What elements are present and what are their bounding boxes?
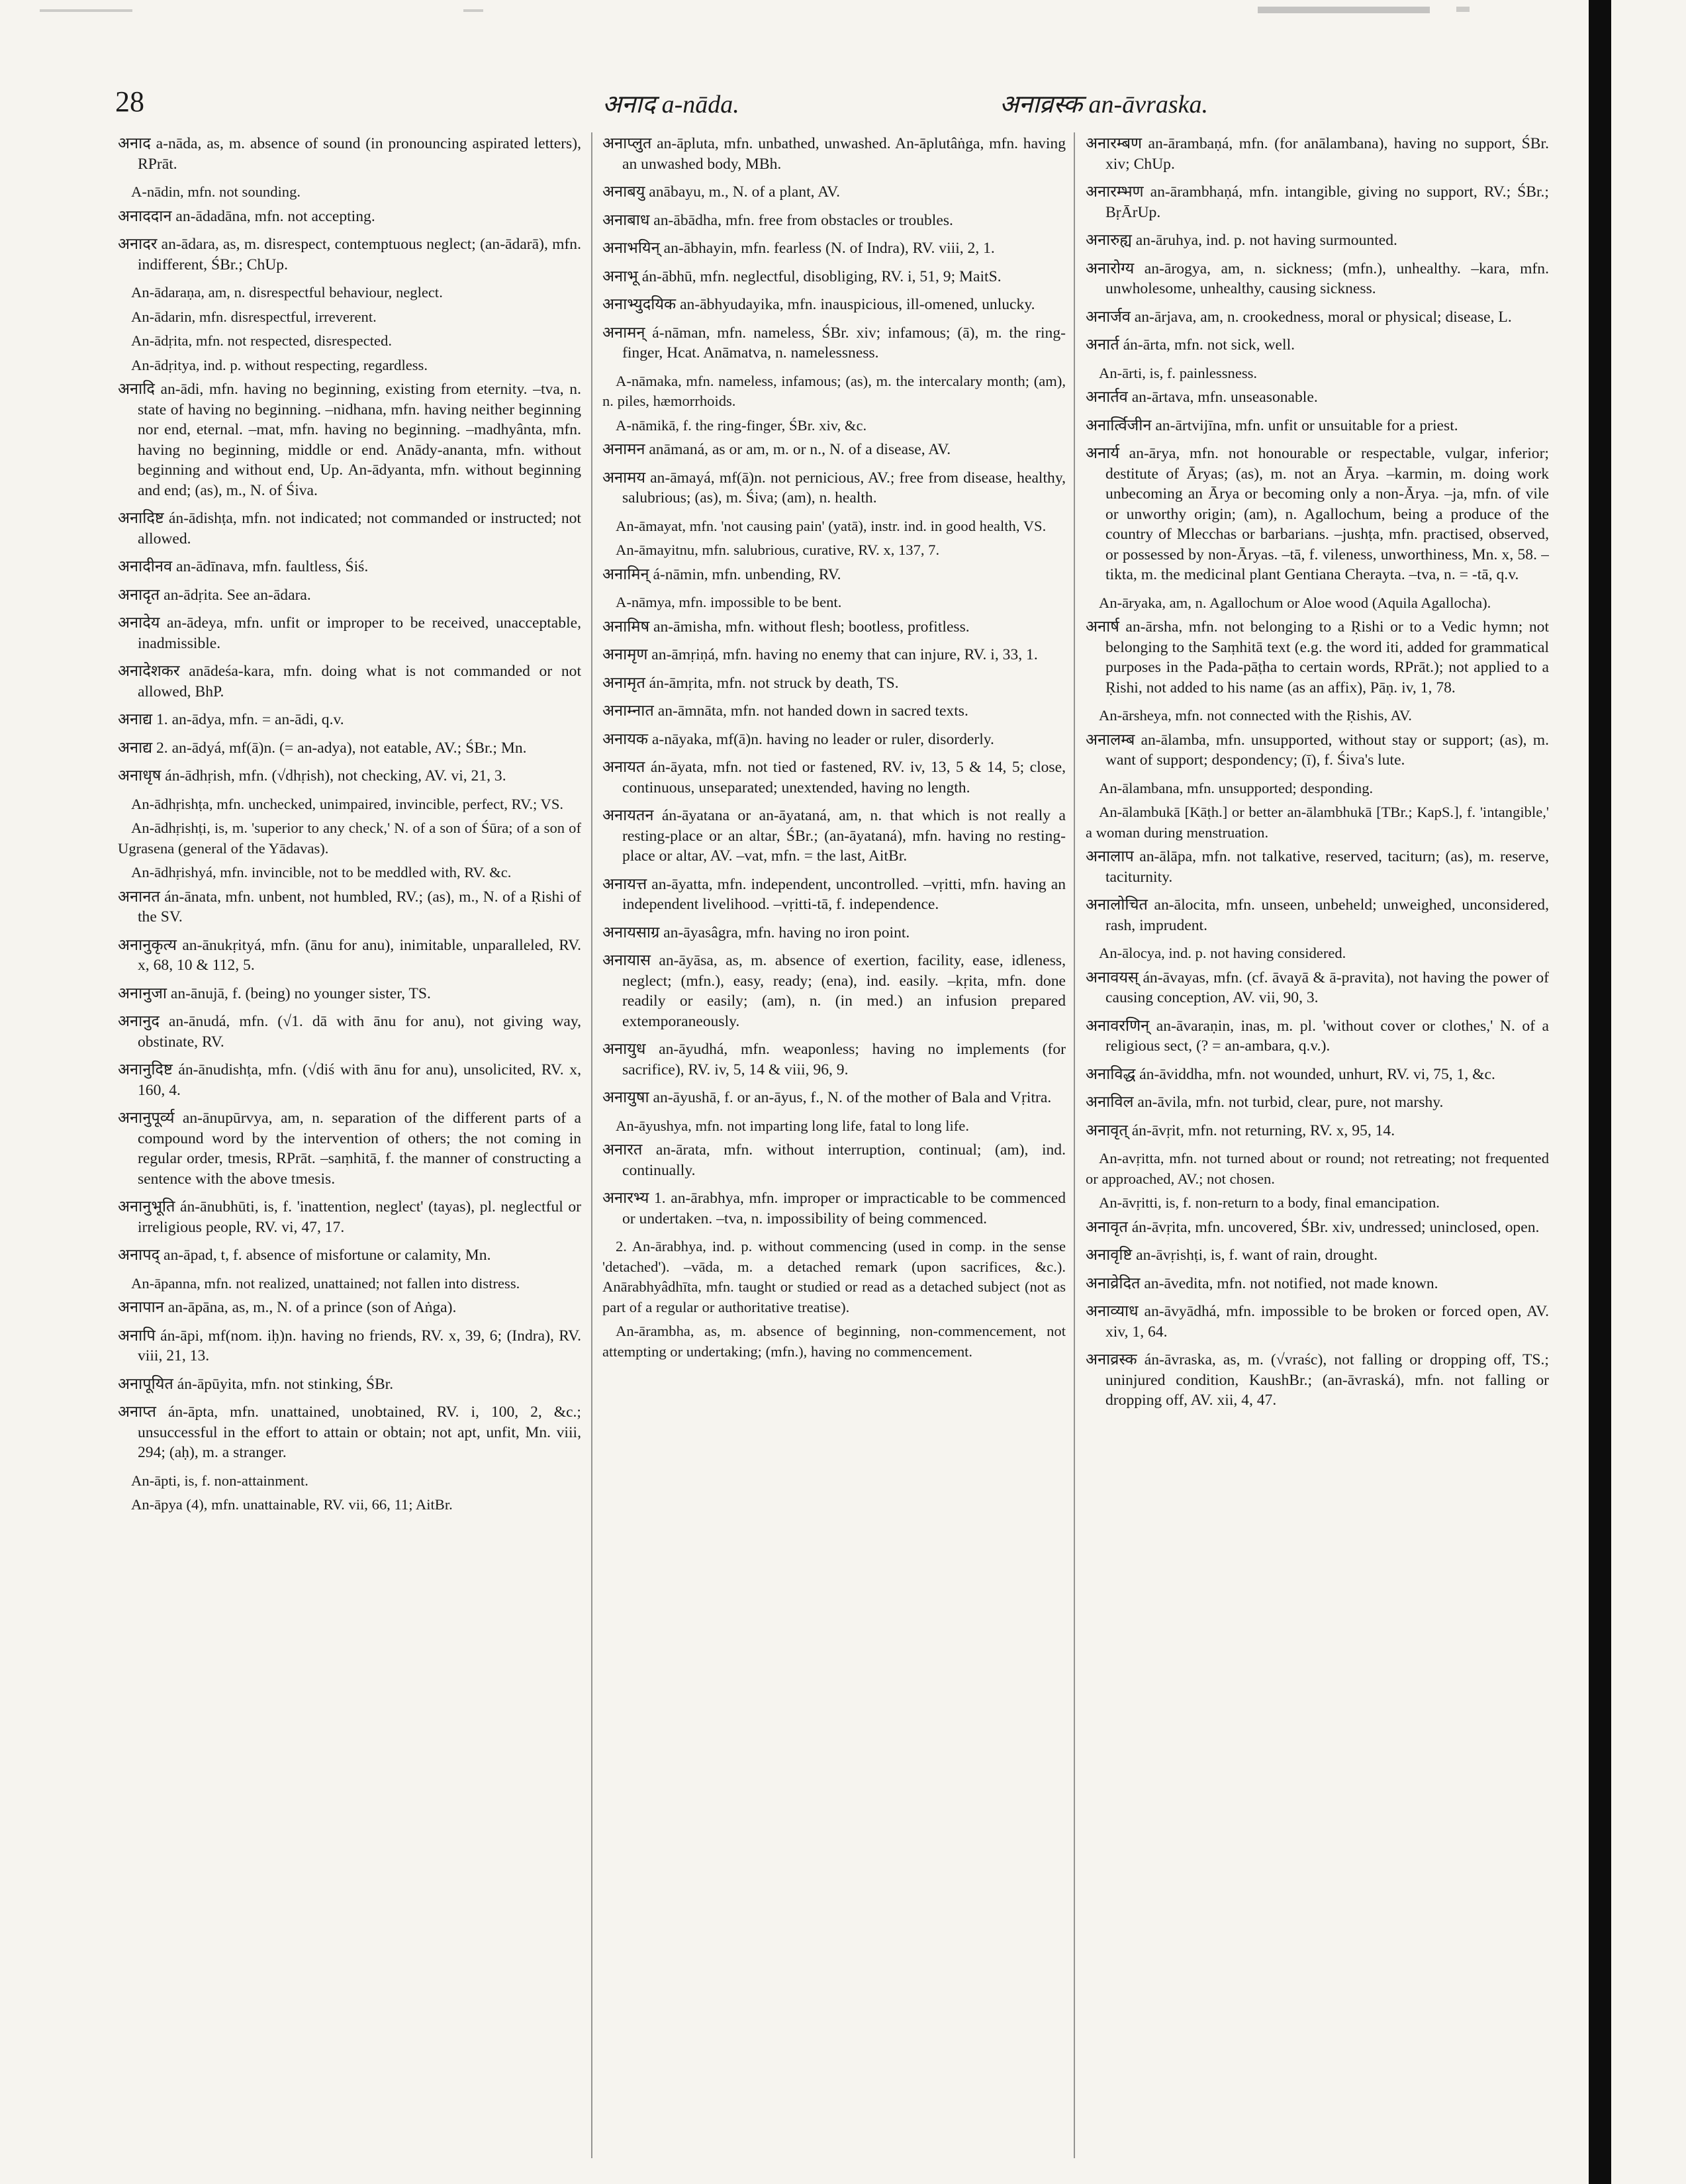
subentry: An-ādarin, mfn. disrespectful, irreverent. [131,308,377,325]
page-number: 28 [115,85,144,118]
headword-entry: अनानुभूति án-ānubhūti, is, f. 'inattention, neglect' (tayas), pl. neglectful or irreligious people, RV. vi, 47, 17. [118,1198,581,1236]
top-scan-margin [0,0,1686,33]
subentry: An-āpti, is, f. non-attainment. [131,1472,308,1489]
subentry: A-nāmya, mfn. impossible to be bent. [616,594,842,610]
headword-entry: अनाद a-nāda, as, m. absence of sound (in pronouncing aspirated letters), RPrāt. [118,135,581,173]
subentry: An-ādhṛishyá, mfn. invincible, not to be meddled with, RV. &c. [131,864,512,880]
headword-entry: अनार्त्विजीन an-ārtvijīna, mfn. unfit or unsuitable for a priest. [1086,416,1458,434]
headword-entry: अनालोचित an-ālocita, mfn. unseen, unbeheld; unweighed, unconsidered, rash, imprudent. [1086,896,1549,934]
headword-entry: अनायसाग्र an-āyasâgra, mfn. having no iron point. [602,924,910,941]
headword-entry: अनामृत án-āmṛita, mfn. not struck by death, TS. [602,674,899,692]
headword-entry: अनाव्याध an-āvyādhá, mfn. impossible to be broken or forced open, AV. xiv, 1, 64. [1086,1303,1549,1341]
subentry: An-āyushya, mfn. not imparting long life, fatal to long life. [616,1117,969,1134]
headword-entry: अनाप्लुत an-āpluta, mfn. unbathed, unwashed. An-āplutâṅga, mfn. having an unwashed body, MBh. [602,135,1066,173]
subentry: An-ādhṛishṭi, is, m. 'superior to any check,' N. of a son of Śūra; of a son of Ugrasena (general of the Yādavas). [118,820,581,857]
guide-word-left: अनाद a-nāda. [602,91,739,119]
headword-entry: अनानुपूर्व्य an-ānupūrvya, am, n. separation of the different parts of a compound word by the intervention of others; the not coming in regular order, tmesis, RPrāt. –saṃhitā, f. the manner of constructing a sentence with the above tmesis. [118,1110,581,1188]
headword-entry: अनाव्रेदित an-āvedita, mfn. not notified, not made known. [1086,1274,1438,1292]
headword-entry: अनादि an-ādi, mfn. having no beginning, existing from eternity. –tva, n. state of having no beginning. –nidhana, mfn. having neither beginning nor end, eternal. –mat, mfn. having no beginning. –madhyânta, mfn. having no beginning, middle or end. Anādy-ananta, mfn. without beginning and without end, Up. An-ādyanta, mfn. without beginning and end; (as), m., N. of Śiva. [118,381,581,499]
headword-entry: अनार्तव an-ārtava, mfn. unseasonable. [1086,389,1318,406]
headword-entry: अनार्य an-ārya, mfn. not honourable or respectable, vulgar, inferior; destitute of Āryas; (as), m. not an Ārya. –karmin, m. doing work unbecoming an Ārya or becoming only a non-Ārya. –ja, mfn. of vile or unworthy origin; (am), n. Agallochum, being a produce of the country of Mlecchas or barbarians. –jushṭa, mfn. practised, observed, or possessed by non-Āryas. –tā, f. vileness, unworthiness, Mn. x, 58. –tikta, m. the medicinal plant Gentiana Cherayta. –tva, n. = -tā, q.v. [1086,445,1549,583]
headword-entry: अनामृण an-āmṛiṇá, mfn. having no enemy that can injure, RV. i, 33, 1. [602,646,1038,663]
headword-entry: अनानुजा an-ānujā, f. (being) no younger sister, TS. [118,984,431,1002]
headword-entry: अनाद्य 1. an-ādya, mfn. = an-ādi, q.v. [118,711,344,728]
headword-entry: अनारोग्य an-ārogya, am, n. sickness; (mfn.), unhealthy. –kara, mfn. unwholesome, unhealthy, causing sickness. [1086,260,1549,297]
subentry: An-ālambana, mfn. unsupported; desponding. [1099,779,1374,796]
guide-word-right: अनाव्रस्क an-āvraska. [1000,91,1209,119]
headword-entry: अनावयस् án-āvayas, mfn. (cf. āvayā & ā-pravita), not having the power of causing conception, AV. vii, 90, 3. [1086,969,1549,1006]
headword-entry: अनारुह्य an-āruhya, ind. p. not having surmounted. [1086,232,1397,249]
running-header [113,85,1575,124]
headword-entry: अनाधृष án-ādhṛish, mfn. (√dhṛish), not checking, AV. vi, 21, 3. [118,767,506,784]
column-divider [591,132,592,2158]
subentry: An-ādṛitya, ind. p. without respecting, regardless. [131,356,428,373]
headword-entry: अनाव्रस्क án-āvraska, as, m. (√vraśc), not falling or dropping off, TS.; uninjured condition, KaushBr.; (an-āvraská), mfn. not falling or dropping off, AV. xii, 4, 47. [1086,1351,1549,1409]
headword-entry: अनायतन án-āyatana or an-āyataná, am, n. that which is not really a resting-place or an altar, ŚBr.; (an-āyataná), mfn. having no resting-place or altar, AV. –vat, mfn. = the last, AitBr. [602,807,1066,865]
headword-entry: अनामन anāmaná, as or am, m. or n., N. of a disease, AV. [602,441,951,458]
headword-entry: अनादेय an-ādeya, mfn. unfit or improper to be received, unacceptable, inadmissible. [118,614,581,652]
headword-entry: अनापूयित án-āpūyita, mfn. not stinking, ŚBr. [118,1375,394,1393]
subentry: An-āpya (4), mfn. unattainable, RV. vii, 66, 11; AitBr. [131,1496,453,1513]
headword-entry: अनार्त án-ārta, mfn. not sick, well. [1086,336,1295,354]
headword-entry: अनाददान an-ādadāna, mfn. not accepting. [118,207,375,225]
headword-entry: अनाबयु anābayu, m., N. of a plant, AV. [602,183,841,201]
headword-entry: अनापान an-āpāna, as, m., N. of a prince (son of Aṅga). [118,1299,457,1316]
headword-entry: अनानुद an-ānudá, mfn. (√1. dā with ānu for anu), not giving way, obstinate, RV. [118,1013,581,1051]
headword-entry: अनावृष्टि an-āvṛishṭi, is, f. want of rain, drought. [1086,1247,1378,1264]
headword-entry: अनाम्नात an-āmnāta, mfn. not handed down in sacred texts. [602,702,968,720]
headword-entry: अनार्ष an-ārsha, mfn. not belonging to a Ṛishi or to a Vedic hymn; not belonging to the Saṃhitā text (e.g. the word iti, added for grammatical purposes in the Pada-pāṭha to certain words, RPrāt.); not applied to a Ṛishi, not added to his name (as an affix), Pāṇ. iv, 1, 78. [1086,618,1549,696]
dictionary-column-1 [118,134,581,2160]
subentry: An-avṛitta, mfn. not turned about or round; not retreating; not frequented or approached, AV.; not chosen. [1086,1150,1549,1187]
headword-entry: अनायास an-āyāsa, as, m. absence of exertion, facility, ease, idleness, neglect; (mfn.), easy, ready; (ena), ind. easily. –kṛita, mfn. done readily or easily; (am), n. (in med.) an infusion prepared extemporaneously. [602,952,1066,1030]
dictionary-column-3 [1086,134,1549,2160]
subentry: An-āmayitnu, mfn. salubrious, curative, RV. x, 137, 7. [616,542,940,558]
headword-entry: अनावृत án-āvṛita, mfn. uncovered, ŚBr. xiv, undressed; uninclosed, open. [1086,1218,1540,1236]
headword-entry: अनापद् an-āpad, t, f. absence of misfortune or calamity, Mn. [118,1247,491,1264]
subentry: A-nāmaka, mfn. nameless, infamous; (as), m. the intercalary month; (am), n. piles, hæmorrhoids. [602,372,1066,409]
headword-entry: अनामिन् á-nāmin, mfn. unbending, RV. [602,565,841,583]
subentry: An-ādṛita, mfn. not respected, disrespected. [131,332,392,349]
subentry: An-āpanna, mfn. not realized, unattained; not fallen into distress. [131,1274,520,1292]
subentry: An-ādaraṇa, am, n. disrespectful behaviour, neglect. [131,284,443,301]
subentry: An-āryaka, am, n. Agallochum or Aloe wood (Aquila Agallocha). [1099,594,1491,611]
headword-entry: अनाभयिन् an-ābhayin, mfn. fearless (N. of Indra), RV. viii, 2, 1. [602,240,995,257]
subentry: An-ārambha, as, m. absence of beginning, non-commencement, not attempting or undertaking; (mfn.), having no commencement. [602,1323,1066,1360]
subentry: An-ālambukā [Kāṭh.] or better an-ālambhukā [TBr.; KapS.], f. 'intangible,' a woman during menstruation. [1086,804,1549,841]
headword-entry: अनाविद्ध án-āviddha, mfn. not wounded, unhurt, RV. vi, 75, 1, &c. [1086,1065,1495,1083]
headword-entry: अनानुकृत्य an-ānukṛityá, mfn. (ānu for anu), inimitable, unparalleled, RV. x, 68, 10 & 112, 5. [118,936,581,974]
headword-entry: अनाबाध an-ābādha, mfn. free from obstacles or troubles. [602,211,953,229]
headword-entry: अनारम्बण an-ārambaṇá, mfn. (for anālambana), having no support, ŚBr. xiv; ChUp. [1086,135,1549,173]
subentry: An-ārsheya, mfn. not connected with the Ṛishis, AV. [1099,707,1412,724]
subentry: An-āmayat, mfn. 'not causing pain' (yatā), instr. ind. in good health, VS. [616,517,1047,534]
headword-entry: अनावरणिन् an-āvaraṇin, inas, m. pl. 'without cover or clothes,' N. of a religious sect, (? = an-ambara, q.v.). [1086,1017,1549,1055]
headword-entry: अनापि án-āpi, mf(nom. iḥ)n. having no friends, RV. x, 39, 6; (Indra), RV. viii, 21, 13. [118,1327,581,1364]
headword-entry: अनादिष्ट án-ādishṭa, mfn. not indicated; not commanded or instructed; not allowed. [118,510,581,547]
headword-entry: अनादीनव an-ādīnava, mfn. faultless, Śiś. [118,558,369,575]
headword-entry: अनारत an-ārata, mfn. without interruption, continual; (am), ind. continually. [602,1141,1066,1179]
headword-entry: अनादर an-ādara, as, m. disrespect, contemptuous neglect; (an-ādarā), mfn. indifferent, ŚBr.; ChUp. [118,236,581,273]
headword-entry: अनायुध an-āyudhá, mfn. weaponless; having no implements (for sacrifice), RV. iv, 5, 14 & viii, 96, 9. [602,1041,1066,1078]
headword-entry: अनारम्भण an-ārambhaṇá, mfn. intangible, giving no support, RV.; ŚBr.; BṛĀrUp. [1086,183,1549,221]
headword-entry: अनादेशकर anādeśa-kara, mfn. doing what is not commanded or not allowed, BhP. [118,663,581,700]
subentry: A-nādin, mfn. not sounding. [131,183,301,200]
dictionary-column-2 [602,134,1066,2160]
headword-entry: अनामय an-āmayá, mf(ā)n. not pernicious, AV.; free from disease, healthy, salubrious; (as), m. Śiva; (am), n. health. [602,469,1066,506]
headword-entry: अनायत án-āyata, mfn. not tied or fastened, RV. iv, 13, 5 & 14, 5; close, continuous, unseparated; unextended, having no length. [602,759,1066,796]
headword-entry: अनार्जव an-ārjava, am, n. crookedness, moral or physical; disease, L. [1086,308,1512,326]
headword-entry: अनादृत an-ādṛita. See an-ādara. [118,586,311,604]
headword-entry: अनाविल an-āvila, mfn. not turbid, clear, pure, not marshy. [1086,1094,1444,1111]
headword-entry: अनानत án-ānata, mfn. unbent, not humbled, RV.; (as), m., N. of a Ṛishi of the SV. [118,888,581,926]
headword-entry: अनाभू án-ābhū, mfn. neglectful, disobliging, RV. i, 51, 9; MaitS. [602,267,1002,285]
subentry: A-nāmikā, f. the ring-finger, ŚBr. xiv, &c. [616,416,867,434]
headword-entry: अनामन् á-nāman, mfn. nameless, ŚBr. xiv; infamous; (ā), m. the ring-finger, Hcat. Anāmatva, n. namelessness. [602,324,1066,361]
headword-entry: अनायुषा an-āyushā, f. or an-āyus, f., N. of the mother of Bala and Vṛitra. [602,1089,1052,1106]
headword-entry: अनानुदिष्ट án-ānudishṭa, mfn. (√diś with ānu for anu), unsolicited, RV. x, 160, 4. [118,1061,581,1099]
subentry: An-āvṛitti, is, f. non-return to a body, final emancipation. [1099,1194,1440,1211]
headword-entry: अनायत्त an-āyatta, mfn. independent, uncontrolled. –vṛitti, mfn. having an independent livelihood. –vṛitti-tā, f. independence. [602,875,1066,913]
headword-entry: अनामिष an-āmisha, mfn. without flesh; bootless, profitless. [602,618,970,636]
headword-entry: अनारभ्य 1. an-ārabhya, mfn. improper or impracticable to be commenced or undertaken. –tva, n. impossibility of being commenced. [602,1190,1066,1227]
subentry: 2. An-ārabhya, ind. p. without commencing (used in comp. in the sense 'detached'). –vāda, m. a detached remark (upon sacrifices, &c.). Anārabhyâdhīta, mfn. taught or studied or read as a detached subject (not as part of a regular or authoritative treatise). [602,1238,1066,1315]
subentry: An-ādhṛishṭa, mfn. unchecked, unimpaired, invincible, perfect, RV.; VS. [131,795,564,812]
headword-entry: अनायक a-nāyaka, mf(ā)n. having no leader or ruler, disorderly. [602,730,994,748]
headword-entry: अनावृत् án-āvṛit, mfn. not returning, RV. x, 95, 14. [1086,1121,1395,1139]
headword-entry: अनाप्त án-āpta, mfn. unattained, unobtained, RV. i, 100, 2, &c.; unsuccessful in the effort to attain or obtain; not apt, unfit, Mn. viii, 294; (aḥ), m. a stranger. [118,1403,581,1461]
subentry: An-ālocya, ind. p. not having considered. [1099,945,1346,961]
column-divider [1074,132,1075,2158]
headword-entry: अनालम्ब an-ālamba, mfn. unsupported, without stay or support; (as), m. want of support; despondency; (ī), f. Śiva's lute. [1086,731,1549,769]
page-edge-shadow [1589,0,1611,2184]
headword-entry: अनाभ्युदयिक an-ābhyudayika, mfn. inauspicious, ill-omened, unlucky. [602,296,1035,313]
headword-entry: अनाद्य 2. an-ādyá, mf(ā)n. (= an-adya), not eatable, AV.; ŚBr.; Mn. [118,739,527,757]
headword-entry: अनालाप an-ālāpa, mfn. not talkative, reserved, taciturn; (as), m. reserve, taciturnity. [1086,848,1549,886]
subentry: An-ārti, is, f. painlessness. [1099,364,1258,381]
